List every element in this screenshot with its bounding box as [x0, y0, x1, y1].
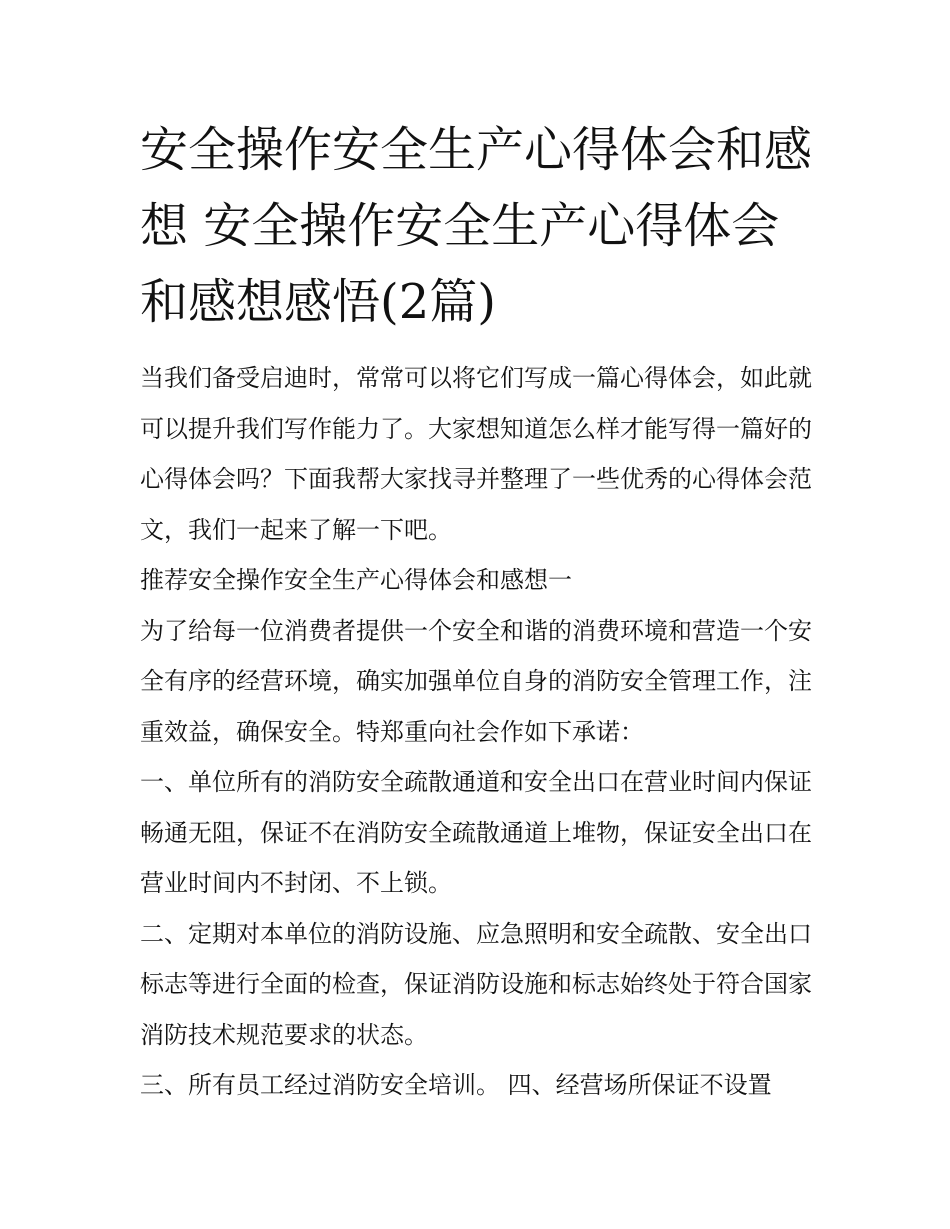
document-title: 安全操作安全生产心得体会和感想 安全操作安全生产心得体会和感想感悟(2篇) [140, 122, 813, 330]
paragraph-intro: 当我们备受启迪时，常常可以将它们写成一篇心得体会，如此就可以提升我们写作能力了。大家想知道怎么样才能写得一篇好的心得体会吗？下面我帮大家找寻并整理了一些优秀的心得体会范文，我们一起来了解一下吧。 [140, 364, 812, 544]
paragraph-item-2: 二、定期对本单位的消防设施、应急照明和安全疏散、安全出口标志等进行全面的检查，保证消防设施和标志始终处于符合国家消防技术规范要求的状态。 [140, 919, 812, 1049]
document-body [140, 353, 820, 1111]
paragraph-item-1: 一、单位所有的消防安全疏散通道和安全出口在营业时间内保证畅通无阻，保证不在消防安全疏散通道上堆物，保证安全出口在营业时间内不封闭、不上锁。 [140, 768, 812, 897]
paragraph-item-3-4: 三、所有员工经过消防安全培训。 四、经营场所保证不设置 [140, 1071, 772, 1099]
paragraph-section-heading: 推荐安全操作安全生产心得体会和感想一 [140, 566, 572, 594]
paragraph-commitment-intro: 为了给每一位消费者提供一个安全和谐的消费环境和营造一个安全有序的经营环境，确实加强单位自身的消防安全管理工作，注重效益，确保安全。特郑重向社会作如下承诺： [140, 616, 812, 746]
